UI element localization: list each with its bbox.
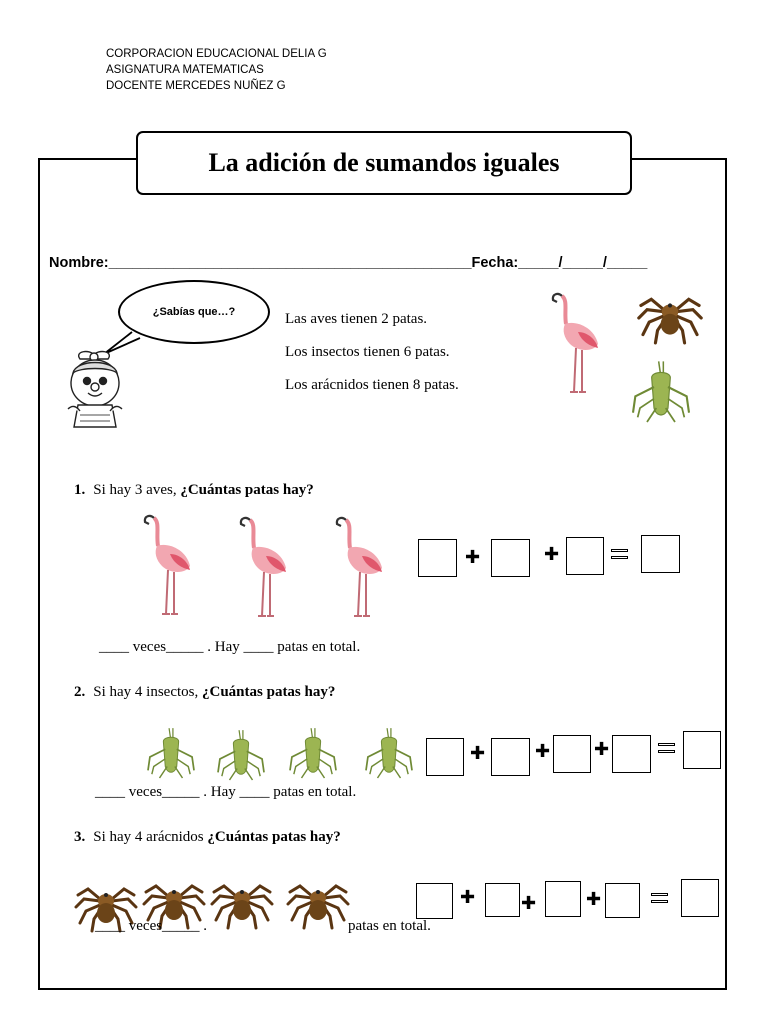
answer-box[interactable] [641, 535, 680, 573]
equals-icon [658, 743, 675, 754]
question-2-answer-line[interactable]: ____ veces_____ . Hay ____ patas en total. [95, 784, 357, 800]
question-3-bold: ¿Cuántas patas hay? [207, 829, 341, 845]
question-1-number: 1. [74, 482, 86, 498]
flamingo-icon [236, 516, 291, 620]
plus-icon: ✚ [594, 739, 610, 760]
plus-icon: ✚ [521, 893, 537, 914]
question-3-answer-line[interactable]: ____ veces_____ . [95, 918, 208, 934]
equals-icon [651, 893, 668, 904]
question-1-title [74, 482, 314, 499]
answer-box[interactable] [491, 738, 530, 776]
answer-box[interactable] [418, 539, 457, 577]
plus-icon: ✚ [470, 743, 486, 764]
question-3-title [74, 829, 341, 846]
subject: ASIGNATURA MATEMATICAS [106, 64, 264, 76]
school-name: CORPORACION EDUCACIONAL DELIA G [106, 48, 327, 60]
teacher: DOCENTE MERCEDES NUÑEZ G [106, 80, 286, 92]
question-3-text: Si hay 4 arácnidos [93, 829, 208, 845]
question-2-number: 2. [74, 684, 86, 700]
grasshopper-icon [290, 726, 336, 784]
flamingo-icon [332, 516, 387, 620]
plus-icon: ✚ [465, 547, 481, 568]
answer-box[interactable] [545, 881, 581, 917]
plus-icon: ✚ [460, 887, 476, 908]
grasshopper-icon [633, 358, 689, 430]
name-date-line[interactable]: Nombre:_____________________________________________Fecha:_____/_____/_____ [49, 255, 648, 271]
plus-icon: ✚ [544, 544, 560, 565]
school-header [106, 46, 327, 94]
plus-icon: ✚ [535, 741, 551, 762]
answer-box[interactable] [566, 537, 604, 575]
tarantula-icon [286, 880, 350, 930]
tarantula-icon [210, 880, 274, 930]
equals-icon [611, 549, 628, 560]
plus-icon: ✚ [586, 889, 602, 910]
question-3-answer-suffix: patas en total. [348, 918, 431, 934]
tarantula-icon [632, 293, 708, 345]
grasshopper-icon [148, 726, 194, 784]
cartoon-child-icon [60, 345, 130, 433]
answer-box[interactable] [681, 879, 719, 917]
answer-box[interactable] [612, 735, 651, 773]
speech-bubble: ¿Sabías que…? [118, 280, 270, 344]
grasshopper-icon [366, 726, 412, 784]
question-3-number: 3. [74, 829, 86, 845]
flamingo-icon [548, 292, 603, 396]
answer-box[interactable] [491, 539, 530, 577]
answer-box[interactable] [485, 883, 520, 917]
answer-box[interactable] [416, 883, 453, 919]
answer-box[interactable] [426, 738, 464, 776]
question-2-title [74, 684, 335, 701]
fact-birds: Las aves tienen 2 patas. [285, 311, 428, 327]
answer-box[interactable] [605, 883, 640, 918]
page-title: La adición de sumandos iguales [136, 131, 632, 195]
question-1-text: Si hay 3 aves, [93, 482, 181, 498]
answer-box[interactable] [553, 735, 591, 773]
fact-insects: Los insectos tienen 6 patas. [285, 344, 450, 360]
flamingo-icon [140, 514, 195, 618]
question-1-answer-line[interactable]: ____ veces_____ . Hay ____ patas en total. [99, 639, 361, 655]
fact-arachnids: Los arácnidos tienen 8 patas. [285, 377, 459, 393]
question-2-bold: ¿Cuántas patas hay? [202, 684, 336, 700]
question-1-bold: ¿Cuántas patas hay? [180, 482, 314, 498]
facts-list [285, 303, 459, 402]
question-2-text: Si hay 4 insectos, [93, 684, 202, 700]
grasshopper-icon [218, 728, 264, 786]
answer-box[interactable] [683, 731, 721, 769]
